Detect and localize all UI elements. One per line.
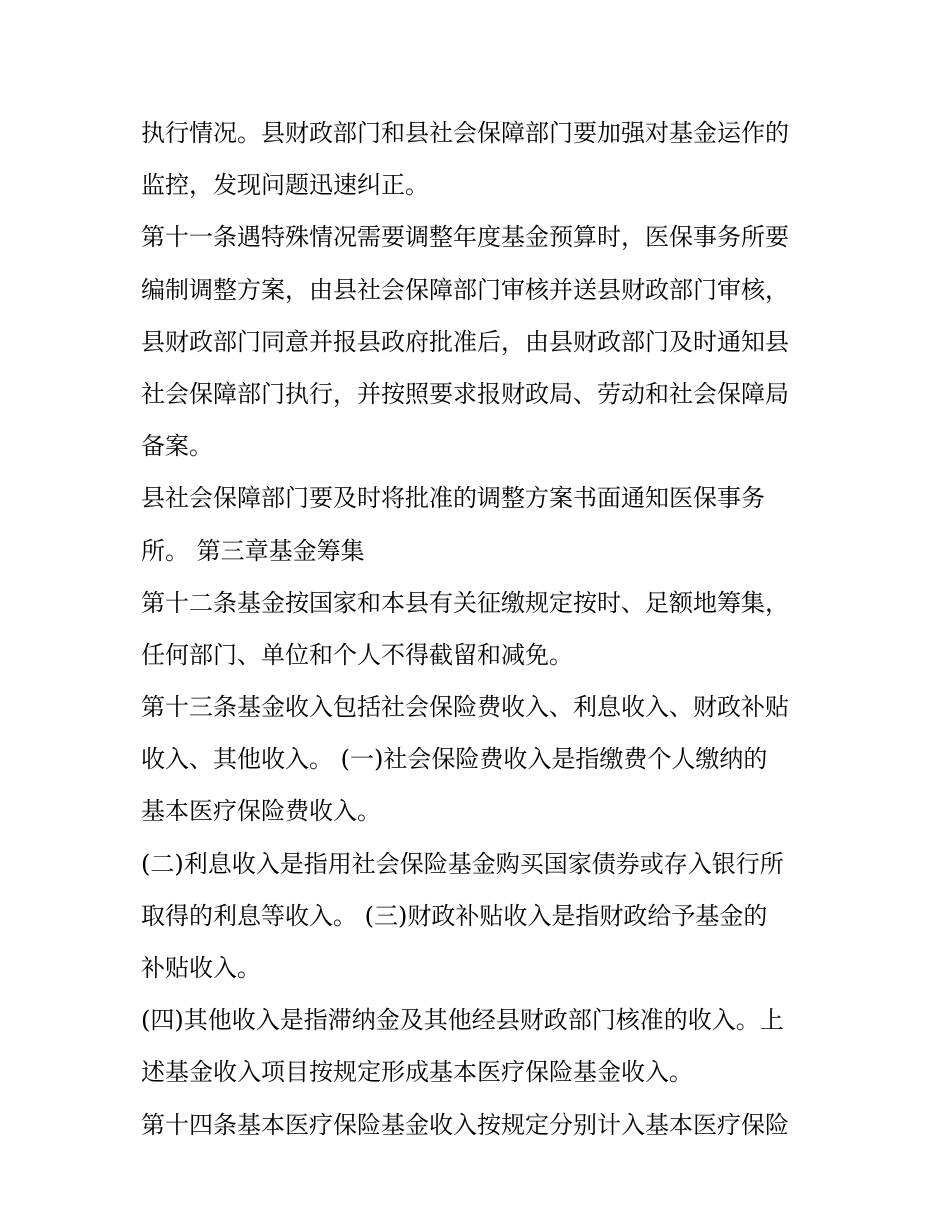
text-line: 监控，发现问题迅速纠正。 bbox=[141, 171, 429, 200]
text-line: 县财政部门同意并报县政府批准后，由县财政部门及时通知县 bbox=[141, 327, 789, 356]
text-line: 第十二条基金按国家和本县有关征缴规定按时、足额地筹集， bbox=[141, 588, 789, 617]
text-line: 基本医疗保险费收入。 bbox=[141, 797, 381, 826]
text-line: 社会保障部门执行，并按照要求报财政局、劳动和社会保障局 bbox=[141, 379, 789, 408]
text-line: 备案。 bbox=[141, 432, 213, 461]
text-line: 编制调整方案，由县社会保障部门审核并送县财政部门审核， bbox=[141, 275, 789, 304]
text-line: 第十三条基金收入包括社会保险费收入、利息收入、财政补贴 bbox=[141, 693, 789, 722]
document-body bbox=[141, 107, 821, 1151]
text-line: 第十四条基本医疗保险基金收入按规定分别计入基本医疗保险 bbox=[141, 1110, 789, 1139]
text-line: 述基金收入项目按规定形成基本医疗保险基金收入。 bbox=[141, 1058, 693, 1087]
text-line: 执行情况。县财政部门和县社会保障部门要加强对基金运作的 bbox=[141, 119, 789, 147]
text-line: 补贴收入。 bbox=[141, 954, 261, 982]
text-line: (二)利息收入是指用社会保险基金购买国家债券或存入银行所 bbox=[141, 849, 784, 878]
text-line: 收入、其他收入。 (一)社会保险费收入是指缴费个人缴纳的 bbox=[141, 745, 768, 774]
text-line: 县社会保障部门要及时将批准的调整方案书面通知医保事务 bbox=[141, 484, 765, 513]
text-line: 第十一条遇特殊情况需要调整年度基金预算时，医保事务所要 bbox=[141, 223, 789, 252]
text-line: 取得的利息等收入。 (三)财政补贴收入是指财政给予基金的 bbox=[141, 901, 768, 930]
text-line: 任何部门、单位和个人不得截留和减免。 bbox=[141, 640, 573, 669]
text-line: 所。 第三章基金筹集 bbox=[141, 536, 365, 565]
text-line: (四)其他收入是指滞纳金及其他经县财政部门核准的收入。上 bbox=[141, 1006, 784, 1035]
